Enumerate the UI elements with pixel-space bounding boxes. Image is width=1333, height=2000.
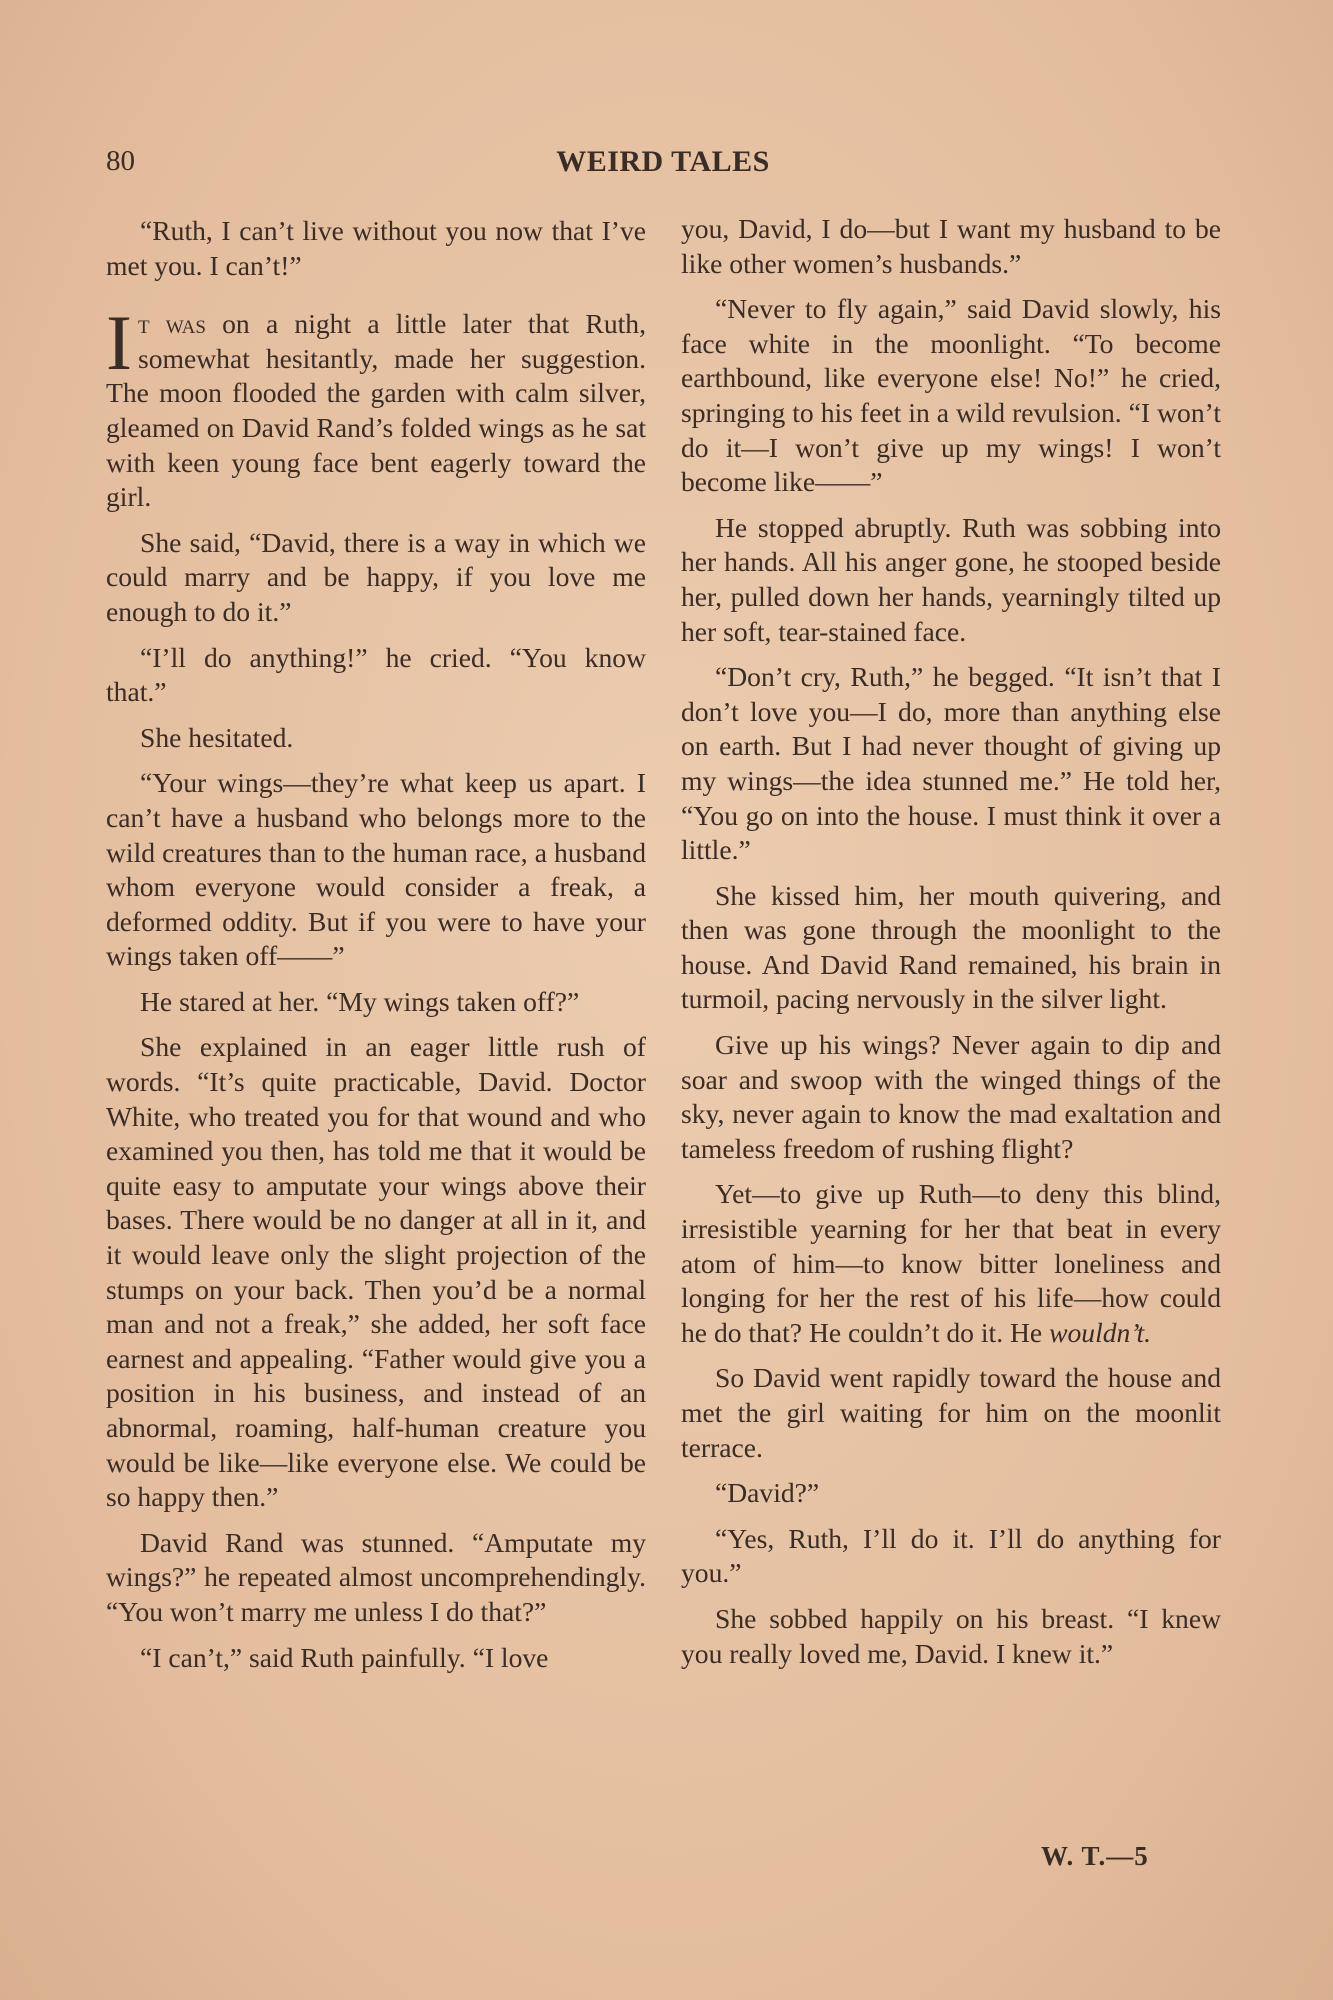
right-column <box>681 212 1221 1682</box>
paragraph: David Rand was stunned. “Amputate my wings?” he repeated almost uncomprehendingly. “You won’t marry me unless I do that?” <box>106 1526 646 1627</box>
paragraph: “Don’t cry, Ruth,” he begged. “It isn’t that I don’t love you—I do, more than anything else on earth. But I had never thought of giving up my wings—the idea stunned me.” He told her, “You go on into the house. I must think it over a little.” <box>681 661 1221 866</box>
small-caps-lead: t was <box>137 308 206 340</box>
paragraph: “Your wings—they’re what keep us apart. I can’t have a husband who belongs more to the wild creatures than to the human race, a husband whom everyone would consider a freak, a deformed oddity. But if you were to have your wings taken off——” <box>106 767 646 972</box>
paragraph <box>681 1177 1221 1350</box>
paragraph-continued: you, David, I do—but I want my husband to be like other women’s husbands.” <box>681 213 1221 279</box>
paragraph: He stared at her. “My wings taken off?” <box>140 985 580 1017</box>
paragraph: “David?” <box>715 1477 820 1509</box>
paragraph: She hesitated. <box>140 721 294 753</box>
page-number: 80 <box>106 145 135 177</box>
paragraph: Give up his wings? Never again to dip and soar and swoop with the winged things of the sky, never again to know the mad exaltation and tameless freedom of rushing flight? <box>681 1029 1221 1164</box>
paragraph: “Never to fly again,” said David slowly, his face white in the moonlight. “To become earthbound, like everyone else! No!” he cried, springing to his feet in a wild revulsion. “I won’t do it—I won’t give up my wings! I won’t become like——” <box>681 293 1221 498</box>
paragraph: “I’ll do anything!” he cried. “You know that.” <box>106 641 646 708</box>
paragraph: “I can’t,” said Ruth painfully. “I love <box>140 1641 549 1673</box>
italic-emphasis: wouldn’t. <box>1049 1316 1152 1348</box>
signature-mark: W. T.—5 <box>1041 1841 1149 1871</box>
page-header <box>106 145 1220 185</box>
drop-cap: I <box>106 299 132 387</box>
paragraph-text: Yet—to give up Ruth—to deny this blind, irresistible yearning for her that beat in every atom of him—to know bitter loneliness and longing for her the rest of his life—how could he do that? He couldn’t do it. He <box>681 1178 1221 1348</box>
paragraph: “Ruth, I can’t live without you now that I’ve met you. I can’t!” <box>106 215 646 281</box>
paragraph: So David went rapidly toward the house and met the girl waiting for him on the moonlit terrace. <box>681 1362 1221 1463</box>
left-column <box>106 214 646 1686</box>
paragraph: She explained in an eager little rush of words. “It’s quite practicable, David. Doctor White, who treated you for that wound and who examined you then, has told me that it would be quite easy to amputate your wings above their bases. There would be no danger at all in it, and it would leave only the slight projection of the stumps on your back. Then you’d be a normal man and not a freak,” she added, her soft face earnest and appealing. “Father would give you a position in his business, and instead of an abnormal, roaming, half-human creature you would be like—like everyone else. We could be so happy then.” <box>106 1031 646 1513</box>
section-opening-paragraph <box>106 299 646 515</box>
paragraph: “Yes, Ruth, I’ll do it. I’ll do anything for you.” <box>681 1522 1221 1589</box>
running-title: WEIRD TALES <box>556 145 770 178</box>
paragraph: She said, “David, there is a way in which we could marry and be happy, if you love me enough to do it.” <box>106 526 646 627</box>
paragraph: He stopped abruptly. Ruth was sobbing into her hands. All his anger gone, he stooped beside her, pulled down her hands, yearningly tilted up her soft, tear-stained face. <box>681 511 1221 647</box>
paragraph: She kissed him, her mouth quivering, and then was gone through the moonlight to the house. And David Rand remained, his brain in turmoil, pacing nervously in the silver light. <box>681 879 1221 1015</box>
paragraph: She sobbed happily on his breast. “I knew you really loved me, David. I knew it.” <box>681 1602 1221 1669</box>
paragraph-text: on a night a little later that Ruth, somewhat hesitantly, made her suggestion. The moon flooded the garden with calm silver, gleamed on David Rand’s folded wings as he sat with keen young face bent eagerly toward the girl. <box>106 308 646 513</box>
